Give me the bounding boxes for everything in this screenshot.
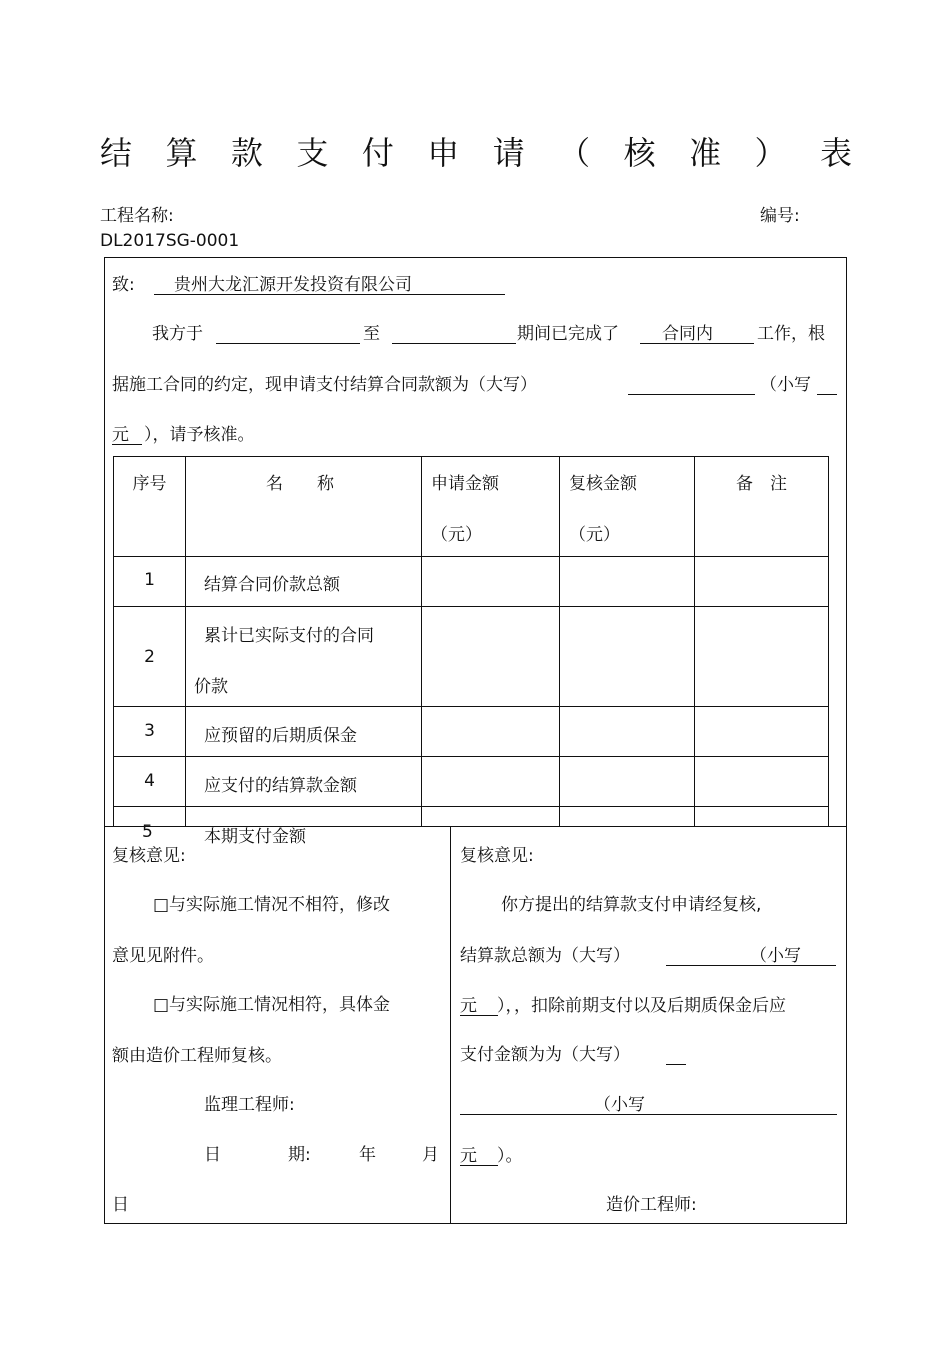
left-option2-line2: 额由造价工程师复核。: [112, 1046, 282, 1066]
number-value: DL2017SG-0001: [100, 231, 240, 251]
line2-b: （小写: [760, 375, 811, 395]
work-scope-field[interactable]: [640, 319, 754, 344]
payable-uppercase-field[interactable]: [666, 1040, 686, 1065]
title-char: 算: [165, 134, 198, 172]
date-year: 年: [359, 1145, 376, 1165]
line1-d: 工作，根: [757, 324, 825, 344]
right-line2-a: 结算款总额为（大写）: [460, 946, 630, 966]
right-unit-1: 元: [460, 991, 498, 1016]
end-date-field[interactable]: [392, 319, 516, 344]
amount-lowercase-field[interactable]: [817, 370, 837, 395]
to-label: 致:: [112, 275, 135, 295]
row-apply-amount[interactable]: [422, 807, 560, 826]
row-name: 应预留的后期质保金: [186, 707, 422, 757]
left-option1-line1[interactable]: □与实际施工情况不相符，修改: [153, 895, 391, 915]
table-row: [114, 557, 829, 607]
right-heading: 复核意见:: [460, 846, 534, 866]
row-apply-amount[interactable]: [422, 607, 560, 707]
right-line1: 你方提出的结算款支付申请经复核,: [501, 895, 762, 915]
line1-b: 至: [363, 324, 380, 344]
title-char: 核: [623, 134, 656, 172]
row-review-amount[interactable]: [560, 757, 695, 807]
document-title: [100, 128, 852, 174]
row-no: 4: [114, 757, 186, 807]
table-row: [114, 707, 829, 757]
amount-uppercase-field[interactable]: [628, 370, 755, 395]
table-row: [114, 757, 829, 807]
title-char: 付: [361, 134, 394, 172]
right-line3-rest: ），，扣除前期支付以及后期质保金后应: [497, 996, 786, 1016]
row-apply-amount[interactable]: [422, 707, 560, 757]
table-header-row: [114, 457, 829, 557]
number-label: 编号:: [760, 206, 800, 226]
right-line2-b: （小写: [750, 946, 801, 966]
right-line6-rest: ）。: [497, 1146, 523, 1166]
payable-lowercase-field[interactable]: [460, 1090, 837, 1115]
title-char: ）: [754, 134, 787, 172]
title-char: 请: [492, 134, 525, 172]
line3-rest: ），请予核准。: [144, 425, 255, 445]
row5-no: 5: [142, 822, 153, 842]
left-option2-line1[interactable]: □与实际施工情况相符，具体金: [153, 995, 391, 1015]
row-review-amount[interactable]: [560, 807, 695, 826]
row5-name: 本期支付金额: [204, 827, 306, 847]
row-apply-amount[interactable]: [422, 557, 560, 607]
row-apply-amount[interactable]: [422, 757, 560, 807]
row-no: 2: [114, 607, 186, 707]
row-review-amount[interactable]: [560, 707, 695, 757]
row-note[interactable]: [695, 707, 829, 757]
table-row: [114, 607, 829, 707]
title-char: 申: [427, 134, 460, 172]
line1-c: 期间已完成了: [517, 324, 619, 344]
row-note[interactable]: [695, 557, 829, 607]
row-name: 应支付的结算款金额: [186, 757, 422, 807]
title-char: （: [558, 134, 591, 172]
header-review-amount: 复核金额 （元）: [560, 457, 695, 557]
recipient-name: 贵州大龙汇源开发投资有限公司: [174, 275, 412, 295]
title-char: 准: [689, 134, 722, 172]
line1-a: 我方于: [152, 324, 203, 344]
line2-a: 据施工合同的约定，现申请支付结算合同款额为（大写）: [112, 375, 537, 395]
date-char-ri: 日: [204, 1145, 221, 1165]
header-note: 备 注: [695, 457, 829, 557]
row-name: 累计已实际支付的合同 价款: [186, 607, 422, 707]
row-review-amount[interactable]: [560, 557, 695, 607]
title-char: 款: [230, 134, 263, 172]
recipient-field[interactable]: [154, 270, 505, 295]
row-note[interactable]: [695, 607, 829, 707]
date-char-qi: 期:: [288, 1145, 311, 1165]
date-month: 月: [422, 1145, 439, 1165]
row-no: 1: [114, 557, 186, 607]
row-note[interactable]: [695, 757, 829, 807]
work-scope-value: 合同内: [662, 324, 713, 344]
title-char: 结: [100, 134, 133, 172]
payment-items-table: [113, 456, 829, 826]
title-char: 表: [819, 134, 852, 172]
unit-yuan: 元: [112, 420, 142, 445]
right-line5: （小写: [594, 1095, 645, 1115]
row-review-amount[interactable]: [560, 607, 695, 707]
start-date-field[interactable]: [216, 319, 360, 344]
project-name-label: 工程名称:: [100, 206, 174, 226]
cost-engineer-label: 造价工程师:: [606, 1195, 697, 1215]
row-note[interactable]: [695, 807, 829, 826]
header-apply-amount: 申请金额 （元）: [422, 457, 560, 557]
title-char: 支: [296, 134, 329, 172]
row-name: 结算合同价款总额: [186, 557, 422, 607]
left-heading: 复核意见:: [112, 846, 186, 866]
right-unit-2: 元: [460, 1141, 498, 1166]
supervisor-label: 监理工程师:: [204, 1095, 295, 1115]
right-line4: 支付金额为为（大写）: [460, 1045, 630, 1065]
left-option1-line2: 意见见附件。: [112, 946, 214, 966]
row-no: 3: [114, 707, 186, 757]
header-no: 序号: [114, 457, 186, 557]
column-divider: [450, 826, 451, 1224]
date-day: 日: [112, 1195, 129, 1215]
header-name: 名 称: [186, 457, 422, 557]
